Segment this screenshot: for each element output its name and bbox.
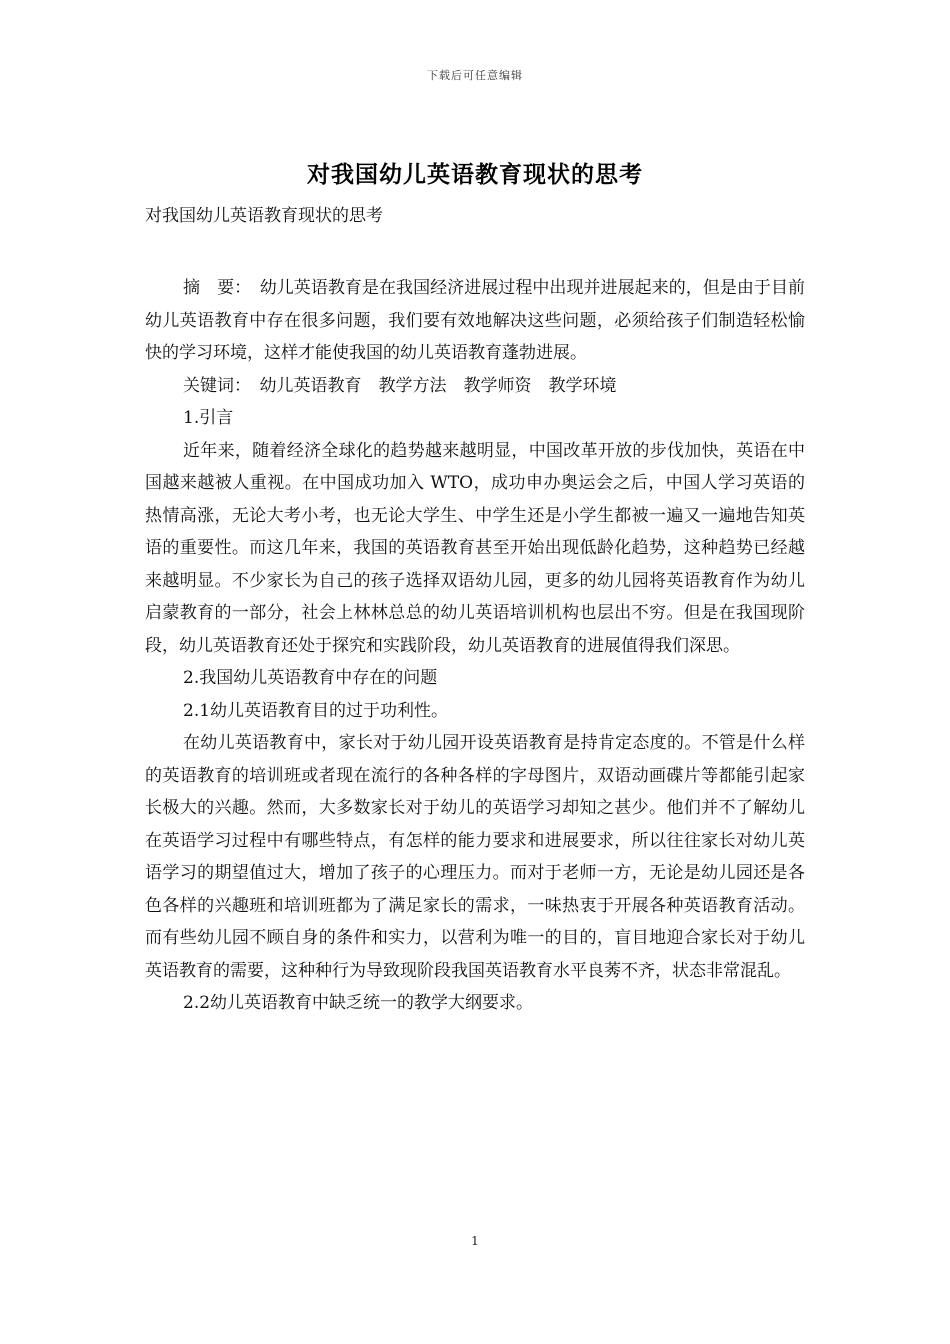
section-heading-problems: 2.我国幼儿英语教育中存在的问题 (183, 668, 438, 688)
document-body (145, 272, 805, 1020)
subsection-heading-2-1: 2.1幼儿英语教育目的过于功利性。 (183, 700, 449, 721)
section-heading-introduction: 1.引言 (183, 408, 234, 428)
page-number: 1 (471, 1234, 479, 1248)
body-paragraph: 近年来，随着经济全球化的趋势越来越明显，中国改革开放的步伐加快，英语在中国越来越被人重视。在中国成功加入 WTO，成功申办奥运会之后，中国人学习英语的热情高涨，无论大考小考，也无论大学生、中学生还是小学生都被一遍又一遍地告知英语的重要性。而这几年来，我国的英语教育甚至开始出现低龄化趋势，这种趋势已经越来越明显。不少家长为自己的孩子选择双语幼儿园，更多的幼儿园将英语教育作为幼儿启蒙教育的一部分，社会上林林总总的幼儿英语培训机构也层出不穷。但是在我国现阶段，幼儿英语教育还处于探究和实践阶段，幼儿英语教育的进展值得我们深思。 (145, 440, 805, 656)
document-title: 对我国幼儿英语教育现状的思考 (307, 161, 643, 188)
body-paragraph: 在幼儿英语教育中，家长对于幼儿园开设英语教育是持肯定态度的。不管是什么样的英语教育的培训班或者现在流行的各种各样的字母图片，双语动画碟片等都能引起家长极大的兴趣。然而，大多数家长对于幼儿的英语学习却知之甚少。他们并不了解幼儿在英语学习过程中有哪些特点，有怎样的能力要求和进展要求，所以往往家长对幼儿英语学习的期望值过大，增加了孩子的心理压力。而对于老师一方，无论是幼儿园还是各色各样的兴趣班和培训班都为了满足家长的需求，一味热衷于开展各种英语教育活动。而有些幼儿园不顾自身的条件和实力，以营利为唯一的目的，盲目地迎合家长对于幼儿英语教育的需要，这种种行为导致现阶段我国英语教育水平良莠不齐，状态非常混乱。 (145, 733, 805, 981)
subsection-heading-2-2: 2.2幼儿英语教育中缺乏统一的教学大纲要求。 (183, 993, 534, 1013)
document-subtitle: 对我国幼儿英语教育现状的思考 (145, 206, 383, 226)
abstract-paragraph: 摘 要： 幼儿英语教育是在我国经济进展过程中出现并进展起来的，但是由于目前幼儿英语教育中存在很多问题，我们要有效地解决这些问题，必须给孩子们制造轻松愉快的学习环境，这样才能使我国的幼儿英语教育蓬勃进展。 (145, 278, 805, 363)
keywords-paragraph: 关键词： 幼儿英语教育 教学方法 教学师资 教学环境 (183, 375, 617, 396)
header-note: 下载后可任意编辑 (427, 69, 523, 82)
